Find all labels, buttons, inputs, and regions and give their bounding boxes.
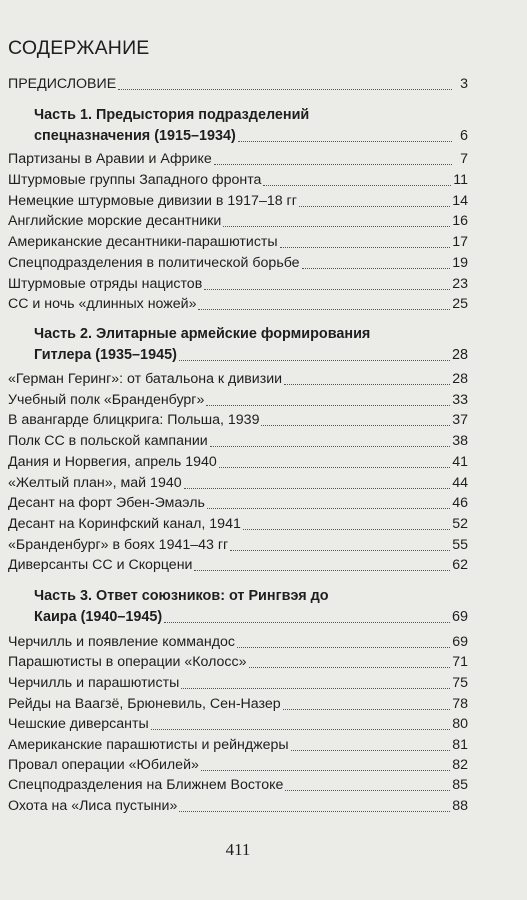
toc-entry-title: Чешские диверсанты — [8, 716, 149, 732]
toc-entry-page: 25 — [452, 296, 468, 312]
toc-entry — [8, 172, 468, 189]
toc-entry — [8, 696, 468, 713]
part-3-title: Часть 3. Ответ союзников: от Рингвэя до — [34, 588, 329, 604]
toc-entry-page: 82 — [452, 757, 468, 773]
toc-entry-title: Десант на Коринфский канал, 1941 — [8, 516, 241, 532]
dot-leader — [223, 226, 450, 227]
toc-entry-page: 17 — [452, 234, 468, 250]
toc-entry — [8, 151, 468, 168]
toc-entry-title: Американские десантники-парашютисты — [8, 234, 278, 250]
toc-entry-title: Американские парашютисты и рейнджеры — [8, 737, 289, 753]
toc-entry-title: Черчилль и появление коммандос — [8, 634, 235, 650]
toc-entry-page: 33 — [452, 392, 468, 408]
toc-entry-title: В авангарде блицкрига: Польша, 1939 — [8, 412, 260, 428]
dot-leader — [151, 729, 451, 730]
toc-entry-page: 41 — [452, 454, 468, 470]
toc-entry-page: 75 — [452, 675, 468, 691]
dot-leader — [164, 622, 450, 623]
dot-leader — [194, 570, 450, 571]
dot-leader — [263, 185, 451, 186]
dot-leader — [181, 688, 450, 689]
toc-entry — [8, 276, 468, 293]
part-1-title: Часть 1. Предыстория подразделений — [34, 107, 310, 123]
dot-leader — [237, 647, 450, 648]
dot-leader — [280, 247, 451, 248]
toc-entry — [8, 537, 468, 554]
toc-entry-page: 52 — [452, 516, 468, 532]
part-title-line: Гитлера (1935–1945) — [34, 347, 177, 363]
toc-entry-page: 46 — [452, 495, 468, 511]
toc-entry-page: 80 — [452, 716, 468, 732]
toc-entry-title: Немецкие штурмовые дивизии в 1917–18 гг — [8, 193, 297, 209]
toc-entry-page: 38 — [452, 433, 468, 449]
dot-leader — [302, 268, 451, 269]
toc-entry-page: 19 — [452, 255, 468, 271]
toc-entry-page: 85 — [452, 777, 468, 793]
toc-entry-page: 23 — [452, 276, 468, 292]
dot-leader — [206, 405, 450, 406]
toc-entry-title: Штурмовые группы Западного фронта — [8, 172, 262, 188]
toc-preface-row — [8, 76, 468, 93]
toc-entry — [8, 798, 468, 815]
page-number: 411 — [225, 840, 251, 859]
dot-leader — [284, 384, 450, 385]
toc-heading: СОДЕРЖАНИЕ — [8, 37, 150, 59]
toc-entry — [8, 737, 468, 754]
toc-entry-title: Провал операции «Юбилей» — [8, 757, 199, 773]
toc-entry-title: «Бранденбург» в боях 1941–43 гг — [8, 537, 229, 553]
dot-leader — [118, 89, 452, 90]
toc-entry-page: 11 — [453, 172, 468, 188]
toc-entry-page: 69 — [452, 634, 468, 650]
dot-leader — [184, 488, 451, 489]
toc-entry-title: Полк СС в польской кампании — [8, 433, 208, 449]
toc-entry — [8, 193, 468, 210]
toc-entry-title: «Желтый план», май 1940 — [8, 475, 182, 491]
dot-leader — [291, 750, 451, 751]
toc-entry-title: Партизаны в Аравии и Африке — [8, 151, 212, 167]
dot-leader — [249, 667, 451, 668]
toc-entry-page: 28 — [452, 371, 468, 387]
toc-entry-title: Охота на «Лиса пустыни» — [8, 798, 178, 814]
dot-leader — [238, 141, 452, 142]
toc-entry — [8, 296, 468, 313]
part-title-line: спецназначения (1915–1934) — [34, 128, 236, 144]
toc-entry — [8, 433, 468, 450]
dot-leader — [204, 289, 450, 290]
dot-leader — [243, 529, 450, 530]
toc-entry-page: 7 — [460, 151, 468, 167]
toc-entry-page: 14 — [452, 193, 468, 209]
toc-entry-page: 16 — [452, 213, 468, 229]
toc-entry — [8, 516, 468, 533]
dot-leader — [179, 360, 450, 361]
part-page: 69 — [451, 609, 468, 625]
toc-entry-page: 44 — [452, 475, 468, 491]
toc-entry — [8, 757, 468, 774]
dot-leader — [285, 790, 450, 791]
toc-entry-title: Штурмовые отряды нацистов — [8, 276, 203, 292]
part-3-title-row — [34, 609, 468, 626]
toc-entry — [8, 412, 468, 429]
dot-leader — [214, 164, 452, 165]
toc-entry-title: Дания и Норвегия, апрель 1940 — [8, 454, 217, 470]
dot-leader — [201, 770, 450, 771]
dot-leader — [283, 709, 451, 710]
dot-leader — [261, 425, 450, 426]
toc-entry-title: Десант на форт Эбен-Эмаэль — [8, 495, 205, 511]
toc-entry — [8, 634, 468, 651]
toc-entry-title: Диверсанты СС и Скорцени — [8, 557, 193, 573]
dot-leader — [179, 811, 450, 812]
toc-entry-title: ПРЕДИСЛОВИЕ — [8, 76, 117, 92]
dot-leader — [299, 206, 450, 207]
toc-entry-page: 78 — [452, 696, 468, 712]
part-title-line: Каира (1940–1945) — [34, 609, 163, 625]
toc-entry-title: Рейды на Ваагзё, Брюневиль, Сен-Назер — [8, 696, 281, 712]
toc-entry — [8, 557, 468, 574]
dot-leader — [219, 467, 450, 468]
toc-entry-page: 81 — [452, 737, 468, 753]
toc-entry-page: 37 — [452, 412, 468, 428]
toc-entry-page: 71 — [452, 654, 468, 670]
part-page: 6 — [459, 128, 468, 144]
toc-entry — [8, 495, 468, 512]
toc-entry-title: Английские морские десантники — [8, 213, 222, 229]
toc-entry-title: СС и ночь «длинных ножей» — [8, 296, 197, 312]
dot-leader — [207, 508, 450, 509]
toc-entry — [8, 255, 468, 272]
dot-leader — [210, 446, 451, 447]
toc-entry — [8, 392, 468, 409]
toc-entry-page: 88 — [452, 798, 468, 814]
toc-entry — [8, 654, 468, 671]
dot-leader — [198, 309, 450, 310]
toc-entry-title: Парашютисты в операции «Колосс» — [8, 654, 247, 670]
part-2-title-row — [34, 347, 468, 364]
toc-entry — [8, 454, 468, 471]
toc-entry — [8, 213, 468, 230]
toc-entry-title: Черчилль и парашютисты — [8, 675, 180, 691]
dot-leader — [230, 550, 450, 551]
toc-entry — [8, 371, 468, 388]
part-2-title: Часть 2. Элитарные армейские формирования — [34, 326, 371, 342]
toc-entry-title: Спецподразделения в политической борьбе — [8, 255, 300, 271]
part-1-title-row — [34, 128, 468, 145]
toc-entry-title: «Герман Геринг»: от батальона к дивизии — [8, 371, 283, 387]
toc-entry-title: Учебный полк «Бранденбург» — [8, 392, 205, 408]
toc-entry-title: Спецподразделения на Ближнем Востоке — [8, 777, 284, 793]
part-page: 28 — [451, 347, 468, 363]
toc-entry-page: 55 — [452, 537, 468, 553]
toc-entry — [8, 234, 468, 251]
toc-entry — [8, 716, 468, 733]
toc-entry-page: 3 — [460, 76, 468, 92]
toc-entry-page: 62 — [452, 557, 468, 573]
toc-entry — [8, 777, 468, 794]
toc-entry — [8, 475, 468, 492]
toc-entry — [8, 675, 468, 692]
